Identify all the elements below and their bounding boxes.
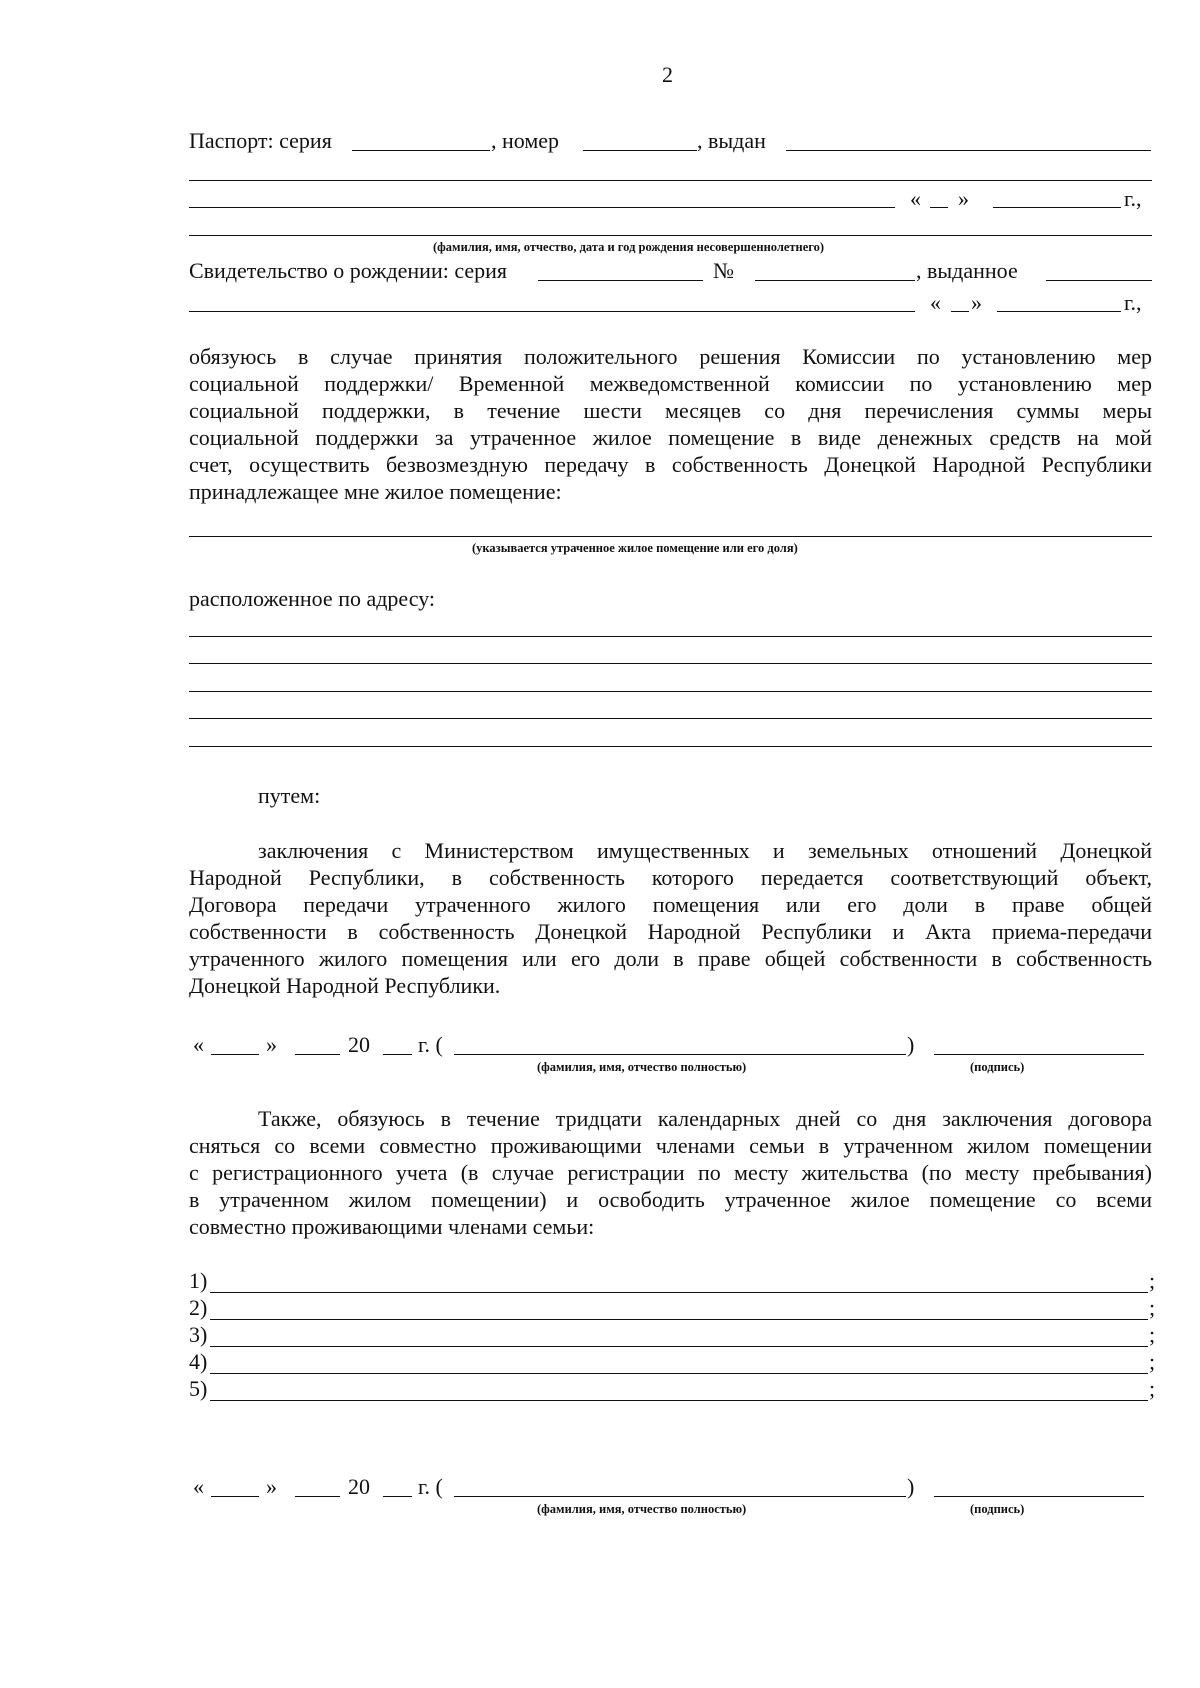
sig2-signature-caption: (подпись) — [970, 1502, 1025, 1516]
passport-issued-field[interactable] — [786, 150, 1151, 151]
passport-issued-line-2[interactable] — [189, 180, 1152, 181]
sig1-name-caption: (фамилия, имя, отчество полностью) — [537, 1060, 747, 1074]
sig2-name-caption: (фамилия, имя, отчество полностью) — [537, 1502, 747, 1516]
birth-date-month-field[interactable] — [997, 311, 1121, 312]
sig2-quote-close: » — [266, 1474, 277, 1499]
birth-cert-number-sign: № — [713, 258, 734, 283]
page-number: 2 — [662, 62, 673, 87]
family-member-end: ; — [1149, 1268, 1156, 1293]
passport-number-label: , номер — [491, 128, 560, 153]
family-member-number: 1) — [189, 1268, 208, 1293]
passport-date-quote-close: » — [958, 186, 969, 211]
also-line: с регистрационного учета (в случае регистрации по месту жительства (по месту пребывания) — [189, 1160, 1152, 1185]
birth-cert-label: Свидетельство о рождении: серия — [189, 258, 508, 283]
birth-cert-issued-field[interactable] — [1046, 280, 1152, 281]
sig1-month-field[interactable] — [295, 1054, 340, 1055]
sig1-quote-open: « — [193, 1032, 204, 1057]
also-line: Также, обязуюсь в течение тридцати календарных дней со дня заключения договора — [258, 1106, 1152, 1131]
passport-date-day-field[interactable] — [930, 207, 948, 208]
family-member-field[interactable] — [210, 1319, 1148, 1320]
passport-issued-line-3[interactable] — [189, 207, 895, 208]
family-member-end: ; — [1149, 1349, 1156, 1374]
sig1-century: 20 — [348, 1032, 370, 1057]
contract-line: заключения с Министерством имущественных и земельных отношений Донецкой — [258, 838, 1152, 863]
family-member-number: 3) — [189, 1322, 208, 1347]
sig2-name-field[interactable] — [454, 1496, 906, 1497]
passport-series-field[interactable] — [352, 150, 490, 151]
address-line-4[interactable] — [189, 718, 1152, 719]
sig1-day-field[interactable] — [211, 1054, 259, 1055]
obligation-line: социальной поддержки/ Временной межведомственной комиссии по установлению мер — [189, 371, 1152, 396]
birth-cert-series-field[interactable] — [538, 280, 703, 281]
family-member-end: ; — [1149, 1322, 1156, 1347]
birth-cert-number-field[interactable] — [755, 280, 915, 281]
sig1-signature-field[interactable] — [934, 1054, 1144, 1055]
obligation-line: принадлежащее мне жилое помещение: — [189, 479, 562, 504]
family-member-field[interactable] — [210, 1346, 1148, 1347]
family-member-field[interactable] — [210, 1373, 1148, 1374]
contract-line: Донецкой Народной Республики. — [189, 973, 501, 998]
family-member-number: 4) — [189, 1349, 208, 1374]
sig1-name-field[interactable] — [454, 1054, 906, 1055]
also-line: сняться со всеми совместно проживающими членами семьи в утраченном жилом помещении — [189, 1133, 1152, 1158]
contract-line: Народной Республики, в собственность которого передается соответствующий объект, — [189, 865, 1152, 890]
family-member-field[interactable] — [210, 1400, 1148, 1401]
also-line: в утраченном жилом помещении) и освободить утраченное жилое помещение со всеми — [189, 1187, 1152, 1212]
sig2-month-field[interactable] — [295, 1496, 340, 1497]
sig2-paren-close: ) — [907, 1474, 915, 1499]
family-member-number: 5) — [189, 1376, 208, 1401]
passport-number-field[interactable] — [583, 150, 697, 151]
sig1-paren-close: ) — [907, 1032, 915, 1057]
sig2-year-label: г. ( — [418, 1474, 443, 1499]
obligation-line: счет, осуществить безвозмездную передачу в собственность Донецкой Народной Республики — [189, 452, 1152, 477]
sig2-year-field[interactable] — [383, 1496, 412, 1497]
sig2-quote-open: « — [193, 1474, 204, 1499]
passport-issued-label: , выдан — [697, 128, 766, 153]
sig2-signature-field[interactable] — [934, 1496, 1144, 1497]
obligation-line: обязуюсь в случае принятия положительного решения Комиссии по установлению мер — [189, 344, 1152, 369]
passport-date-month-field[interactable] — [993, 207, 1121, 208]
family-member-end: ; — [1149, 1376, 1156, 1401]
dwelling-field[interactable] — [189, 536, 1152, 537]
birth-date-day-field[interactable] — [951, 311, 969, 312]
birth-cert-issued-line-2[interactable] — [189, 311, 915, 312]
sig1-quote-close: » — [266, 1032, 277, 1057]
birth-date-year-suffix: г., — [1124, 290, 1142, 315]
minor-name-line[interactable] — [189, 235, 1152, 236]
birth-cert-issued-label: , выданное — [916, 258, 1018, 283]
dwelling-caption: (указывается утраченное жилое помещение или его доля) — [472, 541, 798, 555]
address-line-3[interactable] — [189, 691, 1152, 692]
address-label: расположенное по адресу: — [189, 586, 436, 611]
obligation-line: социальной поддержки, в течение шести месяцев со дня перечисления суммы меры — [189, 398, 1152, 423]
sig1-year-field[interactable] — [383, 1054, 412, 1055]
also-line: совместно проживающими членами семьи: — [189, 1214, 595, 1239]
sig1-signature-caption: (подпись) — [970, 1060, 1025, 1074]
family-member-number: 2) — [189, 1295, 208, 1320]
address-line-2[interactable] — [189, 663, 1152, 664]
family-member-end: ; — [1149, 1295, 1156, 1320]
passport-date-year-suffix: г., — [1124, 186, 1142, 211]
passport-label: Паспорт: серия — [189, 128, 332, 153]
obligation-line: социальной поддержки за утраченное жилое помещение в виде денежных средств на мой — [189, 425, 1152, 450]
sig1-year-label: г. ( — [418, 1032, 443, 1057]
contract-line: Договора передачи утраченного жилого помещения или его доли в праве общей — [189, 892, 1152, 917]
family-member-field[interactable] — [210, 1292, 1148, 1293]
by-means-label: путем: — [258, 783, 321, 808]
address-line-5[interactable] — [189, 746, 1152, 747]
birth-date-quote-close: » — [971, 290, 982, 315]
sig2-century: 20 — [348, 1474, 370, 1499]
minor-caption: (фамилия, имя, отчество, дата и год рождения несовершеннолетнего) — [433, 240, 825, 254]
contract-line: собственности в собственность Донецкой Народной Республики и Акта приема-передачи — [189, 919, 1152, 944]
passport-date-quote-open: « — [910, 186, 921, 211]
birth-date-quote-open: « — [930, 290, 941, 315]
contract-line: утраченного жилого помещения или его доли в праве общей собственности в собственность — [189, 946, 1152, 971]
sig2-day-field[interactable] — [211, 1496, 259, 1497]
address-line-1[interactable] — [189, 636, 1152, 637]
